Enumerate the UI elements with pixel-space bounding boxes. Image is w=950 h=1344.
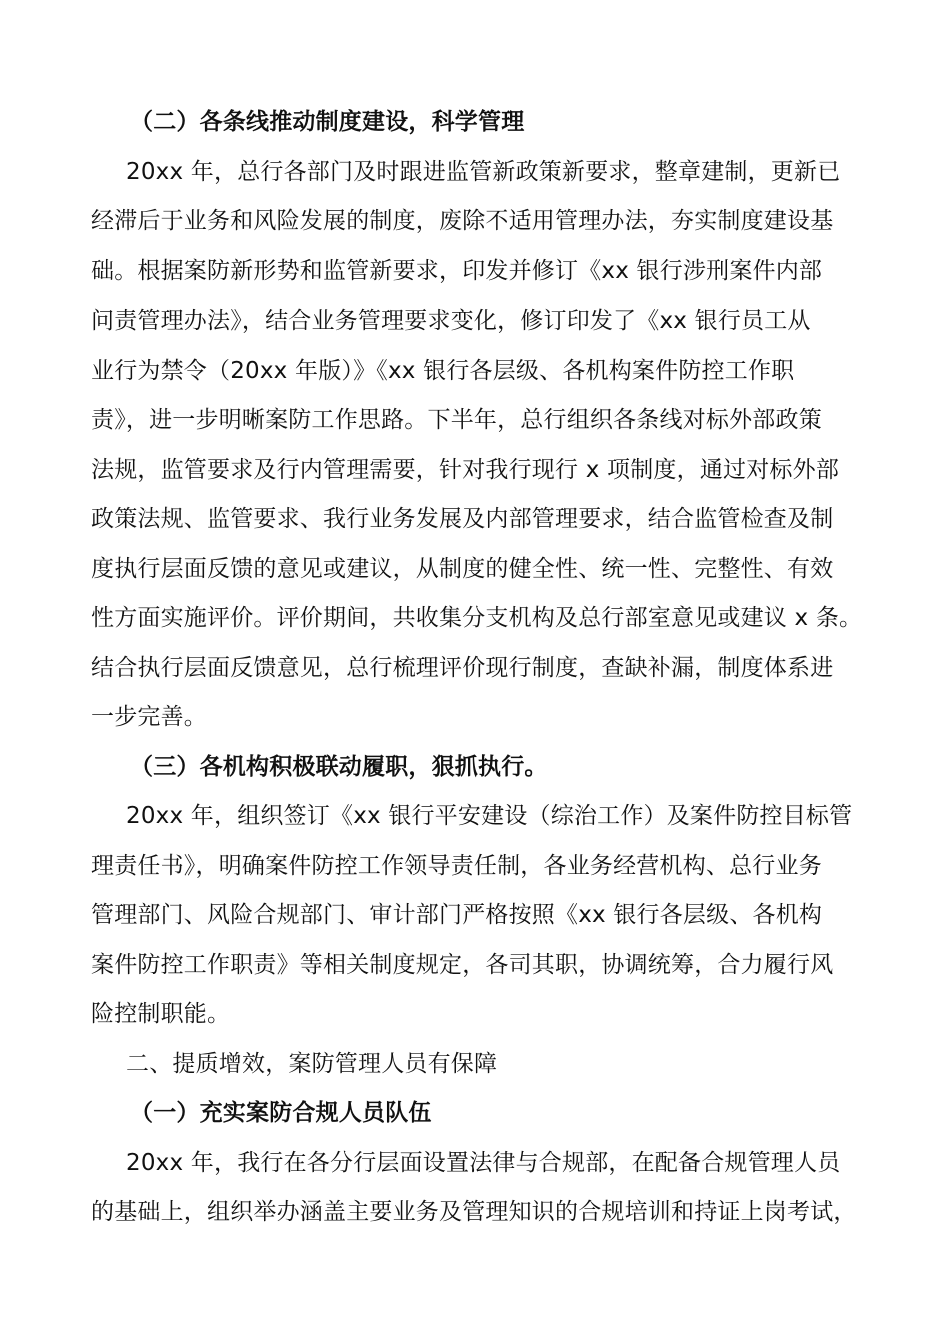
paragraph-line: 理责任书》，明确案件防控工作领导责任制，各业务经营机构、总行业务 xyxy=(91,853,822,879)
paragraph-line: 的基础上，组织举办涵盖主要业务及管理知识的合规培训和持证上岗考试， xyxy=(91,1199,857,1225)
paragraph-line: 结合执行层面反馈意见，总行梳理评价现行制度，查缺补漏，制度体系进 xyxy=(91,655,834,681)
paragraph-line: 20xx 年，总行各部门及时跟进监管新政策新要求，整章建制，更新已 xyxy=(126,159,841,185)
paragraph-line: 险控制职能。 xyxy=(91,1001,231,1027)
paragraph-line: 业行为禁令（20xx 年版）》《xx 银行各层级、各机构案件防控工作职 xyxy=(91,358,795,384)
paragraph-line: 问责管理办法》，结合业务管理要求变化，修订印发了《xx 银行员工从 xyxy=(91,308,811,334)
paragraph-line: 案件防控工作职责》等相关制度规定，各司其职，协调统筹，合力履行风 xyxy=(91,952,834,978)
paragraph-line: 法规，监管要求及行内管理需要，针对我行现行 x 项制度，通过对标外部 xyxy=(91,457,840,483)
chapter-title: 二、提质增效，案防管理人员有保障 xyxy=(126,1051,498,1077)
paragraph-line: 一步完善。 xyxy=(91,704,207,730)
paragraph-line: 责》，进一步明晰案防工作思路。下半年，总行组织各条线对标外部政策 xyxy=(91,407,822,433)
paragraph-line: 础。根据案防新形势和监管新要求，印发并修订《xx 银行涉刑案件内部 xyxy=(91,258,823,284)
paragraph-line: 性方面实施评价。评价期间，共收集分支机构及总行部室意见或建议 x 条。 xyxy=(91,605,863,631)
paragraph-line: 20xx 年，我行在各分行层面设置法律与合规部，在配备合规管理人员 xyxy=(126,1150,841,1176)
paragraph-line: 经滞后于业务和风险发展的制度，废除不适用管理办法，夯实制度建设基 xyxy=(91,208,834,234)
section-heading-san: （三）各机构积极联动履职，狠抓执行。 xyxy=(130,754,548,780)
paragraph-line: 20xx 年，组织签订《xx 银行平安建设（综治工作）及案件防控目标管 xyxy=(126,803,853,829)
paragraph-line: 度执行层面反馈的意见或建议，从制度的健全性、统一性、完整性、有效 xyxy=(91,556,834,582)
section-heading-er: （二）各条线推动制度建设，科学管理 xyxy=(130,109,525,135)
section-heading-yi: （一）充实案防合规人员队伍 xyxy=(130,1100,432,1126)
paragraph-line: 政策法规、监管要求、我行业务发展及内部管理要求，结合监管检查及制 xyxy=(91,506,834,532)
paragraph-line: 管理部门、风险合规部门、审计部门严格按照《xx 银行各层级、各机构 xyxy=(91,902,823,928)
